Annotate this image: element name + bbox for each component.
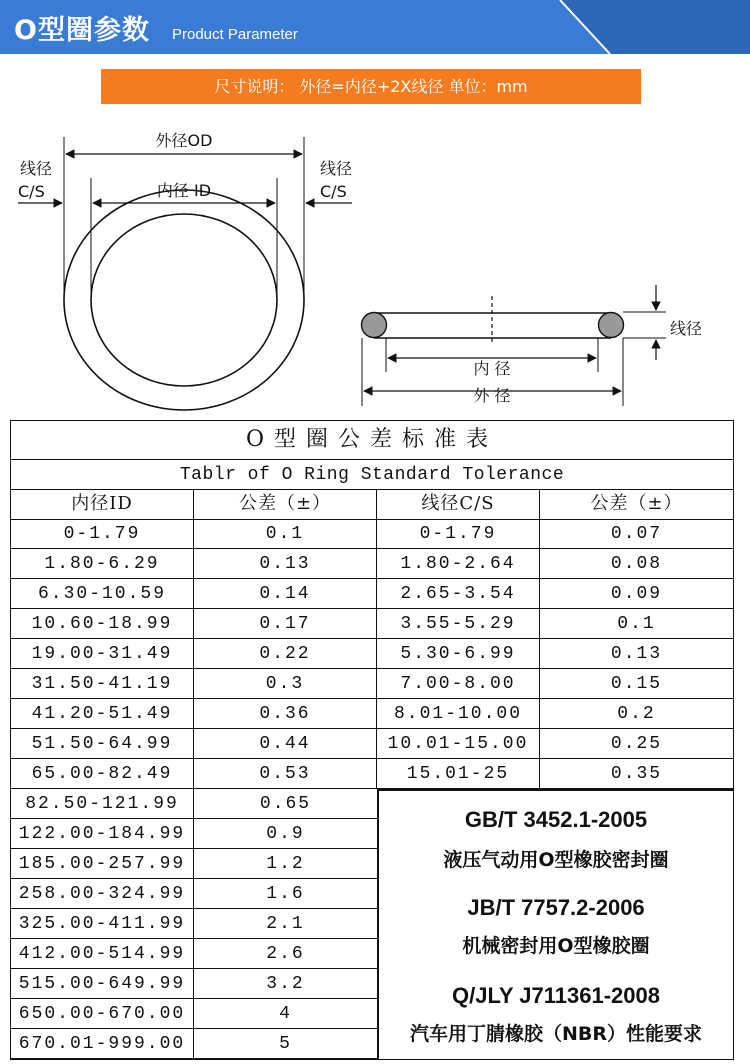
header-cs-tolerance: 公差（±）	[590, 493, 683, 514]
id-tolerance: 0.65	[194, 789, 377, 819]
id-range: 670.01-999.00	[11, 1029, 194, 1059]
o-ring-diagram	[0, 110, 750, 420]
table-row	[11, 969, 377, 999]
id-label: 内径 ID	[156, 181, 212, 200]
table-subtitle: Tablr of O Ring Standard Tolerance	[11, 459, 733, 490]
id-range: 185.00-257.99	[11, 849, 194, 879]
cs-tolerance: 0.13	[540, 639, 733, 669]
id-tolerance: 4	[194, 999, 377, 1029]
table-row	[11, 609, 733, 639]
cs-tolerance: 0.1	[540, 609, 733, 639]
standard-name-3: 汽车用丁腈橡胶（NBR）性能要求	[409, 1023, 702, 1045]
table-row	[11, 909, 377, 939]
table-row	[11, 939, 377, 969]
id-range: 412.00-514.99	[11, 939, 194, 969]
table-row	[11, 1029, 377, 1059]
table-title: O型圈公差标准表	[11, 421, 733, 460]
table-row	[11, 819, 377, 849]
id-range: 650.00-670.00	[11, 999, 194, 1029]
cs-tolerance: 0.09	[540, 579, 733, 609]
id-range: 1.80-6.29	[11, 549, 194, 579]
id-range: 65.00-82.49	[11, 759, 194, 789]
table-row	[11, 519, 733, 549]
cs-right-label-2: C/S	[320, 182, 347, 201]
standards-box	[377, 789, 733, 1059]
od-label: 外径OD	[155, 131, 213, 150]
page-subtitle: Product Parameter	[172, 26, 298, 43]
id-tolerance: 1.2	[194, 849, 377, 879]
cs-left-label-1: 线径	[20, 159, 53, 178]
tolerance-table	[10, 420, 734, 1060]
cs-range: 1.80-2.64	[377, 549, 540, 579]
cs-range: 2.65-3.54	[377, 579, 540, 609]
cs-tolerance: 0.07	[540, 519, 733, 549]
cs-range: 15.01-25	[377, 759, 540, 789]
id-range: 51.50-64.99	[11, 729, 194, 759]
id-tolerance: 2.6	[194, 939, 377, 969]
id-tolerance: 5	[194, 1029, 377, 1059]
id-range: 41.20-51.49	[11, 699, 194, 729]
standard-code-1: GB/T 3452.1-2005	[464, 807, 648, 832]
table-row	[11, 699, 733, 729]
standard-name-1: 液压气动用O型橡胶密封圈	[443, 849, 669, 871]
side-cs-label: 线径	[670, 319, 703, 338]
id-tolerance: 0.3	[194, 669, 377, 699]
cs-tolerance: 0.2	[540, 699, 733, 729]
standard-name-2: 机械密封用O型橡胶圈	[462, 935, 650, 957]
id-tolerance: 0.9	[194, 819, 377, 849]
cs-tolerance: 0.25	[540, 729, 733, 759]
id-tolerance: 0.36	[194, 699, 377, 729]
table-row	[11, 999, 377, 1029]
cs-range: 7.00-8.00	[377, 669, 540, 699]
cs-range: 5.30-6.99	[377, 639, 540, 669]
id-range: 82.50-121.99	[11, 789, 194, 819]
table-row	[11, 729, 733, 759]
table-row	[11, 579, 733, 609]
id-range: 0-1.79	[11, 519, 194, 549]
side-outer-label: 外 径	[473, 386, 511, 405]
header-id: 内径ID	[11, 489, 194, 519]
id-range: 6.30-10.59	[11, 579, 194, 609]
dimension-note: 尺寸说明： 外径=内径+2X线径 单位：mm	[101, 69, 641, 104]
id-tolerance: 0.17	[194, 609, 377, 639]
cs-range: 3.55-5.29	[377, 609, 540, 639]
id-tolerance: 1.6	[194, 879, 377, 909]
id-tolerance: 0.14	[194, 579, 377, 609]
standard-code-2: JB/T 7757.2-2006	[467, 895, 645, 920]
cs-left-label-2: C/S	[18, 182, 45, 201]
id-tolerance: 0.44	[194, 729, 377, 759]
header-cs: 线径C/S	[377, 489, 540, 519]
table-row	[11, 849, 377, 879]
cs-range: 10.01-15.00	[377, 729, 540, 759]
header-banner	[0, 0, 750, 54]
standard-code-3: Q/JLY J711361-2008	[452, 983, 660, 1008]
table-header-row	[11, 489, 733, 520]
id-range: 325.00-411.99	[11, 909, 194, 939]
table-row	[11, 639, 733, 669]
table-row	[11, 669, 733, 699]
id-range: 122.00-184.99	[11, 819, 194, 849]
id-tolerance: 0.1	[194, 519, 377, 549]
table-row	[11, 879, 377, 909]
id-tolerance: 0.13	[194, 549, 377, 579]
id-range: 10.60-18.99	[11, 609, 194, 639]
page-title: O型圈参数	[14, 15, 150, 46]
id-range: 19.00-31.49	[11, 639, 194, 669]
cs-tolerance: 0.08	[540, 549, 733, 579]
o-ring-drawing	[0, 110, 750, 420]
table-row	[11, 789, 377, 819]
cs-range: 0-1.79	[377, 519, 540, 549]
id-range: 258.00-324.99	[11, 879, 194, 909]
id-tolerance: 2.1	[194, 909, 377, 939]
id-range: 515.00-649.99	[11, 969, 194, 999]
cs-tolerance: 0.35	[540, 759, 733, 789]
side-inner-label: 内 径	[473, 359, 511, 378]
id-range: 31.50-41.19	[11, 669, 194, 699]
table-row	[11, 759, 733, 789]
header-id-tolerance: 公差（±）	[194, 489, 377, 519]
cs-range: 8.01-10.00	[377, 699, 540, 729]
id-tolerance: 0.53	[194, 759, 377, 789]
cs-tolerance: 0.15	[540, 669, 733, 699]
cs-right-label-1: 线径	[320, 159, 353, 178]
id-tolerance: 3.2	[194, 969, 377, 999]
id-tolerance: 0.22	[194, 639, 377, 669]
table-row	[11, 549, 733, 579]
